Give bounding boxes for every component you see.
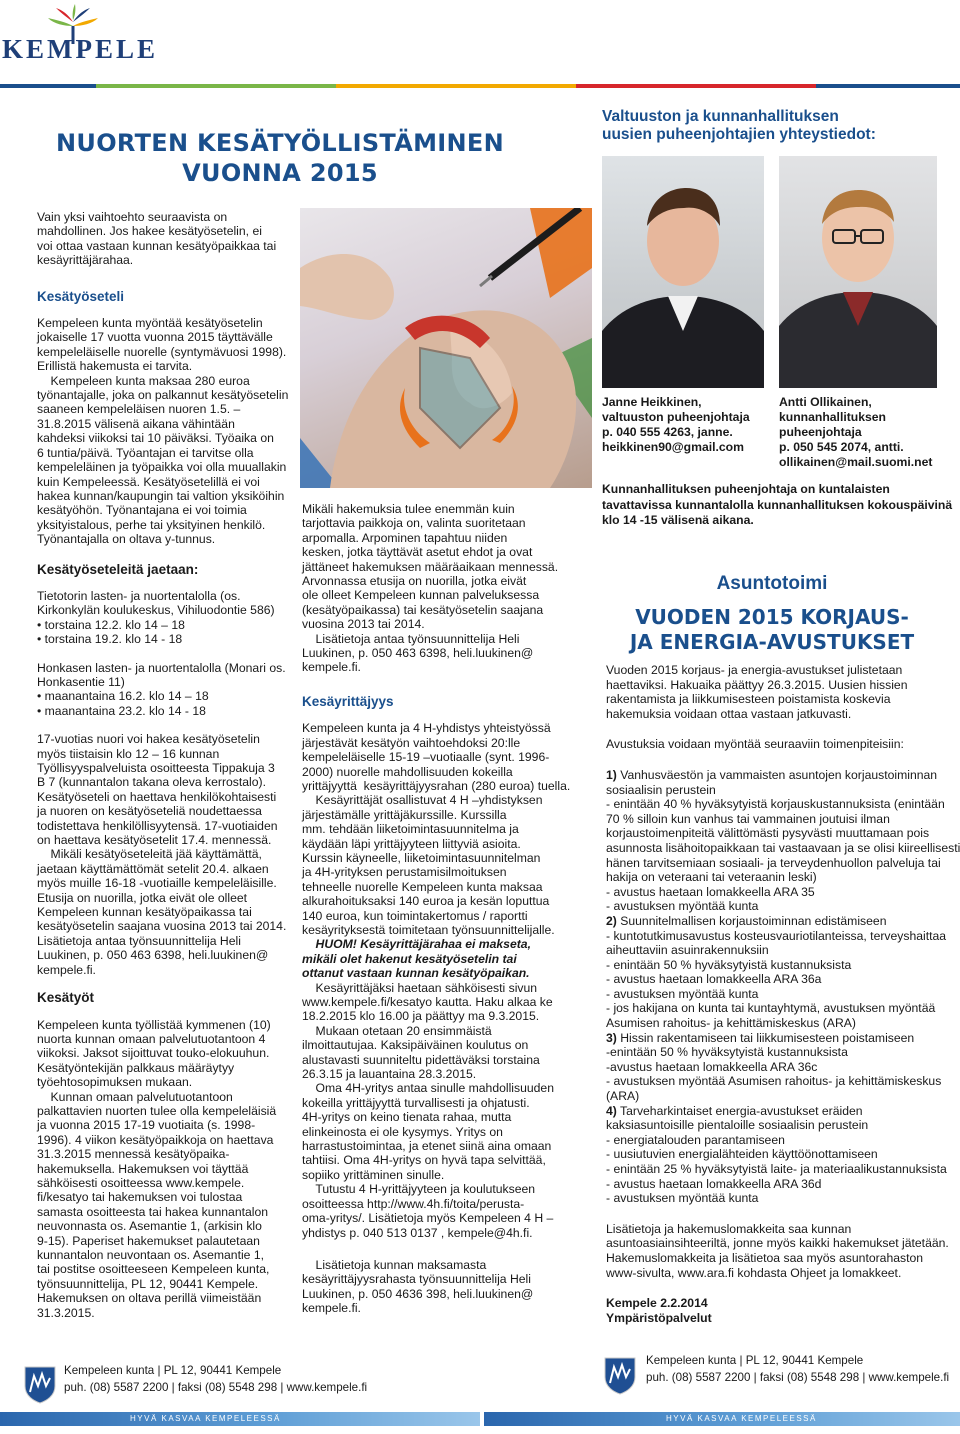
text-line: Tietotorin lasten- ja nuortentalolla (os. (37, 588, 241, 603)
text-line: hakija on veteraani tai veteraanin leski) (606, 870, 817, 885)
text-line: - jos hakijana on kunta tai kuntayhtymä, avustuksen myöntää (606, 1001, 936, 1016)
text-line: aiheuttaviin asuinrakennuksiin (606, 943, 769, 958)
text-line: Tarveharkintaiset energia-avustukset eräiden (616, 1103, 863, 1118)
text-line: järjestämälle yrittäjäkurssille. Kurssilla (302, 807, 507, 822)
text-line: - enintään 25 % hyväksytyistä laite- ja materiaalikustannuksista (606, 1162, 947, 1176)
housing-lead: Avustuksia voidaan myöntää seuraaviin toimenpiteisiin: (606, 737, 904, 752)
footer-address-right: Kempeleen kunta | PL 12, 90441 Kempele puh. (08) 5587 2200 | faksi (08) 5548 298 | www.kempele.fi (646, 1354, 950, 1384)
portrait-antti-ollikainen (779, 156, 937, 388)
text-line: Luukinen, p. 050 463 6398, heli.luukinen@ (37, 948, 269, 963)
text-line: Lisätietoja ja hakemuslomakkeita saa kunnan (606, 1221, 852, 1236)
text-line: • maanantaina 23.2. klo 14 - 18 (37, 703, 206, 718)
text-line: -avustus haetaan lomakkeella ARA 36c (606, 1059, 818, 1074)
page-footer (0, 1352, 960, 1434)
text-line: järjestävät kesätyön vaihtoehdoksi 20:lle (302, 735, 521, 750)
text-line: vuosina 2013 tai 2014. (302, 617, 425, 632)
summer-entrepreneurship-heading: Kesäyrittäjyys (302, 693, 394, 709)
text-line: Antti Ollikainen, (779, 395, 872, 409)
text-line: tahtiisi. Oma 4H-yritys on hyvä tapa selvittää, (302, 1153, 546, 1168)
entrepreneurship-body-2 (302, 981, 560, 1240)
housing-item-2: 2) Suunnitelmallisen korjaustoiminnan edistämiseen - kuntotutkimusavustus kosteusvauriotilanteissa, terveyshaittaa aiheuttaviin asuinrakennuksiin - enintään 50 % hyväksytyistä kustannuksista - avustus haetaan lomakkeella ARA 36a - avustuksen myöntää kunta - jos hakijana on kunta tai kuntayhtymä, avustuksen myöntää Asumisen rahoitus- ja kehittämiskeskus (ARA) (606, 913, 947, 1031)
text-line: Kunnanhallituksen puheenjohtaja on kuntalaisten (602, 482, 890, 496)
text-line: Erillistä hakemusta ei tarvita. (37, 359, 193, 374)
kempele-crest-icon (604, 1357, 636, 1395)
text-line: kempele.fi. (302, 660, 361, 675)
text-line: työehtosopimuksen mukaan. (37, 1075, 193, 1090)
text-line: kempeleläiselle nuorelle (syntymävuosi 1998). (37, 344, 287, 359)
text-line: • torstaina 19.2. klo 14 - 18 (37, 632, 183, 647)
text-line: Kesätyöntekijän palkkaus määräytyy (37, 1060, 235, 1075)
page-header (0, 0, 960, 90)
text-line: 18.2.2015 klo 16.00 ja päättyy ma 9.3.2015. (302, 1009, 540, 1024)
text-line: jokaiselle 17 vuotta vuonna 2015 täyttävälle (37, 330, 273, 345)
text-line: - kuntotutkimusavustus kosteusvauriotilanteissa, terveyshaittaa (606, 928, 947, 943)
text-line: Kunnan omaan palvelutuotantoon (37, 1089, 233, 1104)
overflow-paragraph (302, 502, 560, 675)
text-line: kuin Kempeleessä. Kesätyösetelillä ei voi (37, 474, 260, 489)
text-line: hakemuksella. Hakemuksen voi täyttää (37, 1161, 249, 1176)
distribution-heading: Kesätyöseteleitä jaetaan: (37, 561, 199, 577)
text-line: arpomalla. Arpominen tapahtuu niiden (302, 530, 508, 545)
text-line: (ARA) (606, 1089, 640, 1104)
tattoo-hand-illustration (300, 208, 592, 488)
text-line: Työnantajalla on oltava y-tunnus. (37, 532, 216, 547)
text-line: oma-yritys/. Lisätietoja myös Kempeleen 4 H – (302, 1211, 554, 1226)
text-line: myös muille 16-18 -vuotiaille kempeleläisille. (37, 876, 277, 891)
text-line: voi ottaa vastaan kunnan kesätyöpaikkaa tai (37, 238, 277, 253)
contact-janne-heikkinen (602, 395, 772, 455)
text-line: 31.3.2015 mennessä kesätyöpaika- (37, 1147, 230, 1162)
text-line: - enintään 40 % hyväksytyistä korjauskustannuksista (enintään (606, 797, 945, 812)
text-line: Vuoden 2015 korjaus- ja energia-avustukset julistetaan (606, 663, 903, 677)
header-color-rule (0, 84, 960, 88)
tattoo-hand-photo (300, 208, 592, 488)
text-line: Työllisyyspalveluista osoitteesta Tippakuja 3 (37, 761, 275, 775)
text-line: p. 040 555 4263, janne. (602, 425, 733, 439)
text-line: B 7 (kunnantalon takana oleva kerrostalo). (37, 775, 266, 790)
kempele-crest-icon (24, 1366, 56, 1404)
text-line: 31.3.2015. (37, 1305, 95, 1320)
text-line: kempeleläiselle 15-19 –vuotiaalle (synt. 1996- (302, 750, 550, 765)
text-line: - enintään 50 % hyväksytyistä kustannuksista (606, 957, 852, 972)
text-line: samasta osoitteesta tai hakea kunnantalon (37, 1204, 269, 1219)
text-line: Kesäyrittäjäksi haetaan sähköisesti sivun (302, 980, 538, 995)
text-line: elinkeinosta ei ole kysymys. Yritys on (302, 1124, 503, 1139)
text-line: sähköisesti osoitteessa www.kempele. (37, 1175, 245, 1190)
kempele-wordmark: KEMPELE (2, 34, 159, 64)
text-line: Kesätyöseteli on haettava henkilökohtaisesti (37, 789, 277, 804)
housing-section-title: VUODEN 2015 KORJAUS- JA ENERGIA-AVUSTUKSET (629, 605, 915, 654)
housing-signature-date: Kempele 2.2.2014 (606, 1296, 708, 1311)
text-line: Luukinen, p. 050 463 6398, heli.luukinen@ (302, 646, 534, 661)
text-line: puheenjohtaja (779, 425, 862, 439)
housing-intro (606, 663, 944, 721)
text-line: 4H-yritys on keino tienata rahaa, mutta (302, 1110, 512, 1125)
text-line: kaksiasuntoisille pientaloille sosiaalisin perustein (606, 1118, 869, 1133)
text-line: kempeleläinen ja työpaikka voi olla muuallakin (37, 460, 287, 475)
housing-section-label: Asuntotoimi (716, 573, 828, 594)
text-line: hänen tarvitsemiaan sosiaali- ja terveydenhuollon palveluja tai (606, 855, 941, 870)
text-line: - avustuksen myöntää Asumisen rahoitus- ja kehittämiskeskus (606, 1074, 942, 1089)
text-line: Vain yksi vaihtoehto seuraavista on (37, 210, 228, 224)
text-line: Honkasentie 11) (37, 674, 125, 689)
text-line: Kempeleen kunta myöntää kesätyösetelin (37, 316, 263, 331)
left-column (37, 210, 289, 1320)
housing-item-4: 4) Tarveharkintaiset energia-avustukset eräiden kaksiasuntoisille pientaloille sosiaalisin perustein - energiatalouden parantamiseen - uusiutuvien energialähteiden käyttöönottamiseen - enintään 25 % hyväksytyistä laite- ja materiaalikustannuksista - avustus haetaan lomakkeella ARA 36d - avustuksen myöntää kunta (606, 1103, 947, 1206)
text-line: asunnosta lisähoitopaikkaan tai vastaavaan ja se olisi kiireellisesti (606, 840, 960, 855)
text-line: 2000) nuorelle mahdollisuuden kokeilla (302, 764, 513, 779)
text-line: Lisätietoja antaa työnsuunnittelija Heli (37, 933, 241, 948)
portrait-person-icon (779, 156, 937, 388)
text-line: Tutustu 4 H-yrittäjyyteen ja koulutukseen (302, 1182, 536, 1197)
distribution-honkanen (37, 661, 289, 719)
text-line: kempele.fi. (37, 962, 96, 977)
text-line: Arvonnassa etusija on nuorilla, jotka eivät (302, 574, 527, 589)
text-line: kempele.fi. (302, 1301, 361, 1316)
text-line: Honkasen lasten- ja nuortentalolla (Monari os. (37, 660, 286, 675)
text-line: kesäyrittäjyysrahasta työnsuunnittelija Heli (302, 1272, 531, 1287)
text-line: Kesäyrittäjät osallistuvat 4 H –yhdistyksen (302, 793, 543, 808)
entrepreneurship-contact (302, 1258, 560, 1316)
text-line: tehneelle nuorelle Kempeleen kunta maksaa (302, 879, 543, 894)
text-line: Asumisen rahoitus- ja kehittämiskeskus (ARA) (606, 1016, 856, 1031)
text-line: tai postitse osoitteeseen Kempeleen kunta, (37, 1262, 270, 1277)
text-line: 1996). 4 viikon kesätyöpaikkoja on haettava (37, 1132, 274, 1147)
text-line: - energiatalouden parantamiseen (606, 1132, 785, 1147)
text-line: Kirkonkylän koulukeskus, Vihiluodontie 586) (37, 603, 275, 618)
text-line: Etusija on nuorilla, jotka eivät ole olleet (37, 890, 248, 905)
text-line: ollikainen@mail.suomi.net (779, 455, 933, 469)
text-line: ja vuonna 2015 17-19 vuotiaita (s. 1998- (37, 1118, 256, 1133)
text-line: 140 euroa, kun toimintakertomus / raportti (302, 908, 528, 923)
housing-item-1: 1) Vanhusväestön ja vammaisten asuntojen korjaustoiminnan sosiaalisin perustein - enintään 40 % hyväksytyistä korjauskustannuksista (enintään 70 % silloin kun vanhus tai vammainen joutuisi ilman korjaustoimenpiteitä välittömästi pysyvästi muuttamaan pois asunnosta lisähoitopaikkaan tai vastaavaan ja se olisi kiireellisesti hänen tarvitsemiaan sosiaali- ja terveydenhuollon palveluja tai hakija on veteraani tai veteraanin leski) - avustus haetaan lomakkeella ARA 35 - avustuksen myöntää kunta (606, 767, 960, 914)
chairs-contact-title: Valtuuston ja kunnanhallituksen uusien puheenjohtajien yhteystiedot: (602, 108, 876, 143)
text-line: - avustuksen myöntää kunta (606, 986, 759, 1001)
footer-slogan-right: HYVÄ KASVAA KEMPELEESSÄ (666, 1414, 817, 1423)
contact-antti-ollikainen (779, 395, 949, 470)
text-line: ja 4H-yrityksen perustamisilmoituksen (302, 865, 507, 880)
text-line: Lisätietoja kunnan maksamasta (302, 1257, 487, 1272)
housing-signature-dept: Ympäristöpalvelut (606, 1310, 712, 1325)
text-line: Luukinen, p. 050 4636 398, heli.luukinen@ (302, 1286, 534, 1301)
text-line: Hakemuslomakkeita ja lisätietoa saa myös asuntorahaston (606, 1250, 924, 1265)
housing-outro (606, 1221, 949, 1280)
portrait-janne-heikkinen (602, 156, 764, 388)
text-line: - avustus haetaan lomakkeella ARA 36a (606, 972, 822, 987)
text-line: hakemuksia voidaan ottaa vastaan jatkuvasti. (606, 706, 852, 721)
text-line: rakentamista ja liikkumisesteen poistamista koskevia (606, 692, 891, 707)
age17-paragraph (37, 732, 289, 977)
voucher-heading: Kesätyöseteli (37, 288, 125, 304)
text-line: sosiaalisin perustein (606, 782, 716, 797)
text-line: käydään läpi yrittäjyyteen liittyviä asioita. (302, 836, 521, 851)
text-line: -enintään 50 % hyväksytyistä kustannuksista (606, 1045, 848, 1060)
text-line: viikoksi. Jaksot sijoittuvat touko-elokuuhun. (37, 1046, 270, 1061)
summer-jobs-heading: Kesätyöt (37, 990, 95, 1006)
text-line: valtuuston puheenjohtaja (602, 410, 750, 424)
text-line: 17-vuotias nuori voi hakea kesätyösetelin (37, 732, 260, 747)
text-line: Kempeleen kunnan kesätyöpaikassa tai (37, 905, 252, 920)
text-line: (kesätyöpaikassa) tai kesätyösetelin saajana (302, 602, 544, 617)
text-line: Hakemuksen on oltava perillä viimeistään (37, 1291, 262, 1306)
text-line: 6 tuntia/päivä. Työantajan ei tarvitse olla (37, 445, 254, 460)
text-line: Suunnitelmallisen korjaustoiminnan edistämiseen (616, 913, 887, 928)
text-line: palkattavien nuorten tulee olla kempeleläisiä (37, 1103, 277, 1118)
text-line: kahdeksi viikoksi tai 10 päiväksi. Työaika on (37, 431, 274, 446)
text-line: kokeilla yrittäjyyttä turvallisesti ja ohjatusti. (302, 1095, 530, 1110)
distribution-tietotori (37, 589, 289, 647)
text-line: työnantajalle, joka on palkannut kesätyösetelin (37, 388, 289, 403)
intro-paragraph (37, 210, 289, 268)
text-line: klo 14 -15 välisenä aikana. (602, 513, 754, 527)
text-line: yhdistys p. 040 513 0137 , kempele@4h.fi. (302, 1225, 533, 1240)
text-line: Kempeleen kunta ja 4 H-yhdistys yhteistyössä (302, 721, 551, 736)
text-line: mm. tehdään liiketoimintasuunnitelma ja (302, 822, 519, 837)
text-line: alustavasti suunniteltu pidettäväksi torstaina (302, 1052, 540, 1067)
text-line: Vanhusväestön ja vammaisten asuntojen korjaustoiminnan (616, 767, 938, 782)
text-line: 31.8.2015 välisenä aikana vähintään (37, 416, 235, 431)
text-line: yksityistalous, perhe tai yksityinen henkilö. (37, 517, 266, 532)
text-line: www.kempele.fi/kesatyo kautta. Haku alkaa ke (302, 995, 553, 1009)
middle-column (302, 502, 571, 1316)
text-line: alkurahoituksaksi 140 euroa ja kesän loputtua (302, 894, 550, 909)
text-line: - avustuksen myöntää kunta (606, 1191, 759, 1206)
summer-jobs-body (37, 1018, 289, 1321)
text-line: neuvonnasta os. Asemantie 1, (arkisin klo (37, 1219, 262, 1234)
footer-address-left: Kempeleen kunta | PL 12, 90441 Kempele puh. (08) 5587 2200 | faksi (08) 5548 298 | www.kempele.fi (64, 1364, 368, 1394)
voucher-body (37, 316, 289, 547)
text-line: tarjottavia paikkoja on, valinta suoritetaan (302, 516, 526, 531)
text-line: korjaustoimenpiteitä välittömästi pysyvästi muuttamaan pois (606, 826, 930, 841)
text-line: myös tiistaisin klo 12 – 16 kunnan (37, 746, 220, 761)
text-line: Kempeleen kunta työllistää kymmenen (10) (37, 1017, 271, 1032)
text-line: saaneen kempeleläisen nuoren 1.5. – (37, 402, 241, 417)
text-line: ilmoittautujaa. Kaksipäiväinen koulutus on (302, 1038, 529, 1053)
text-line: Kurssin käyneelle, liiketoimintasuunnitelman (302, 850, 541, 865)
text-line: harrastustoimintaa, ja etenet siinä aina omaan (302, 1139, 552, 1154)
text-line: Lisätietoja antaa työnsuunnittelija Heli (302, 631, 520, 646)
text-line: jättäneet hakemuksen määräaikaan mennessä. (302, 559, 559, 574)
text-line: ja nuoren on kesätyöseteliä noudettaessa (37, 804, 262, 819)
text-line: hakea kunnan/kaupungin tai valtion yksiköihin (37, 488, 285, 503)
text-line: heikkinen90@gmail.com (602, 440, 744, 454)
text-line: Hissin rakentamiseen tai liikkumisesteen poistamiseen (616, 1030, 915, 1045)
text-line: • torstaina 12.2. klo 14 – 18 (37, 617, 185, 632)
text-line: HUOM! Kesäyrittäjärahaa ei makseta, (302, 937, 531, 952)
text-line: - avustuksen myöntää kunta (606, 899, 759, 914)
text-line: ole olleet Kempeleen kunnan palveluksessa (302, 588, 540, 603)
text-line: mikäli olet hakenut kesätyösetelin tai (302, 951, 517, 966)
text-line: - avustus haetaan lomakkeella ARA 35 (606, 884, 815, 899)
main-title: NUORTEN KESÄTYÖLLISTÄMINEN VUONNA 2015 (56, 129, 504, 187)
text-line: haettaviksi. Hakuaika päättyy 26.3.2015. Uusien hissien (606, 677, 908, 692)
text-line: kunnantalon neuvontaan os. Asemantie 1, (37, 1248, 264, 1262)
text-line: tavattavissa kunnantalolla kunnanhallituksen kokouspäivinä (602, 497, 953, 512)
portrait-person-icon (602, 156, 764, 388)
text-line: kesäyrityksestä toimitetaan työnsuunnittelijalle. (302, 922, 555, 937)
text-line: jaetaan käyttämättömät setelit 20.4. alkaen (37, 861, 269, 876)
text-line: kesäyrittäjärahaa. (37, 253, 134, 268)
text-line: Oma 4H-yritys antaa sinulle mahdollisuuden (302, 1081, 554, 1096)
text-line: osoitteessa http://www.4h.fi/toita/perusta- (302, 1196, 525, 1211)
text-line: • maanantaina 16.2. klo 14 – 18 (37, 689, 209, 704)
text-line: työnsuunnittelija, PL 12, 90441 Kempele. (37, 1276, 259, 1291)
text-line: 9-15). Paperiset hakemukset palautetaan (37, 1233, 260, 1248)
text-line: www-sivulta, www.ara.fi kohdasta Ohjeet ja lomakkeet. (606, 1265, 902, 1280)
text-line: 70 % silloin kun vanhus tai vammainen joutuisi ilman (606, 811, 890, 826)
text-line: mahdollinen. Jos hakee kesätyösetelin, ei (37, 224, 262, 239)
text-line: - avustus haetaan lomakkeella ARA 36d (606, 1176, 822, 1191)
text-line: Janne Heikkinen, (602, 395, 702, 409)
text-line: 26.3.15 ja lauantaina 28.3.2015. (302, 1067, 477, 1082)
text-line: kesätyöhön. Työnantajana ei voi toimia (37, 503, 247, 518)
text-line: sopiiko yrittäminen sinulle. (302, 1167, 445, 1182)
text-line: kesken, jotka täyttävät asetut ehdot ja ovat (302, 545, 533, 560)
entrepreneurship-notice (302, 937, 560, 980)
text-line: Mikäli kesätyöseteleitä jää käyttämättä, (37, 847, 262, 862)
text-line: - uusiutuvien energialähteiden käyttöönottamiseen (606, 1147, 878, 1162)
text-line: fi/kesatyo tai hakemuksen voi tulostaa (37, 1190, 243, 1205)
text-line: Mikäli hakemuksia tulee enemmän kuin (302, 502, 515, 516)
text-line: ottanut vastaan kunnan kesätyöpaikan. (302, 966, 530, 981)
text-line: p. 050 545 2074, antti. (779, 440, 904, 454)
entrepreneurship-body (302, 721, 571, 937)
footer-slogan-left: HYVÄ KASVAA KEMPELEESSÄ (130, 1414, 281, 1423)
housing-section-body (606, 663, 960, 1325)
text-line: todistettava henkilöllisyytensä. 17-vuotiaiden (37, 818, 278, 833)
chair-availability-notice (602, 482, 953, 529)
text-line: Mukaan otetaan 20 ensimmäistä (302, 1023, 492, 1038)
text-line: kunnanhallituksen (779, 410, 886, 424)
text-line: nuorta kunnan omaan palvelutuotantoon 4 (37, 1031, 266, 1046)
text-line: yrittäjyyttä kesäyrittäjyysrahan (280 euroa) tuella. (302, 778, 571, 793)
text-line: Kempeleen kunta maksaa 280 euroa (37, 373, 250, 388)
text-line: on haettava kesätyösetelit 17.4. mennessä. (37, 833, 272, 848)
text-line: asuntoasiainsihteeriltä, jonne myös kaikki hakemukset jätetään. (606, 1236, 949, 1251)
text-line: kesätyösetelin saajana vuosina 2013 tai 2014. (37, 919, 287, 934)
housing-item-3: 3) Hissin rakentamiseen tai liikkumisesteen poistamiseen -enintään 50 % hyväksytyistä kustannuksista -avustus haetaan lomakkeella ARA 36c - avustuksen myöntää Asumisen rahoitus- ja kehittämiskeskus (ARA) (606, 1031, 944, 1104)
